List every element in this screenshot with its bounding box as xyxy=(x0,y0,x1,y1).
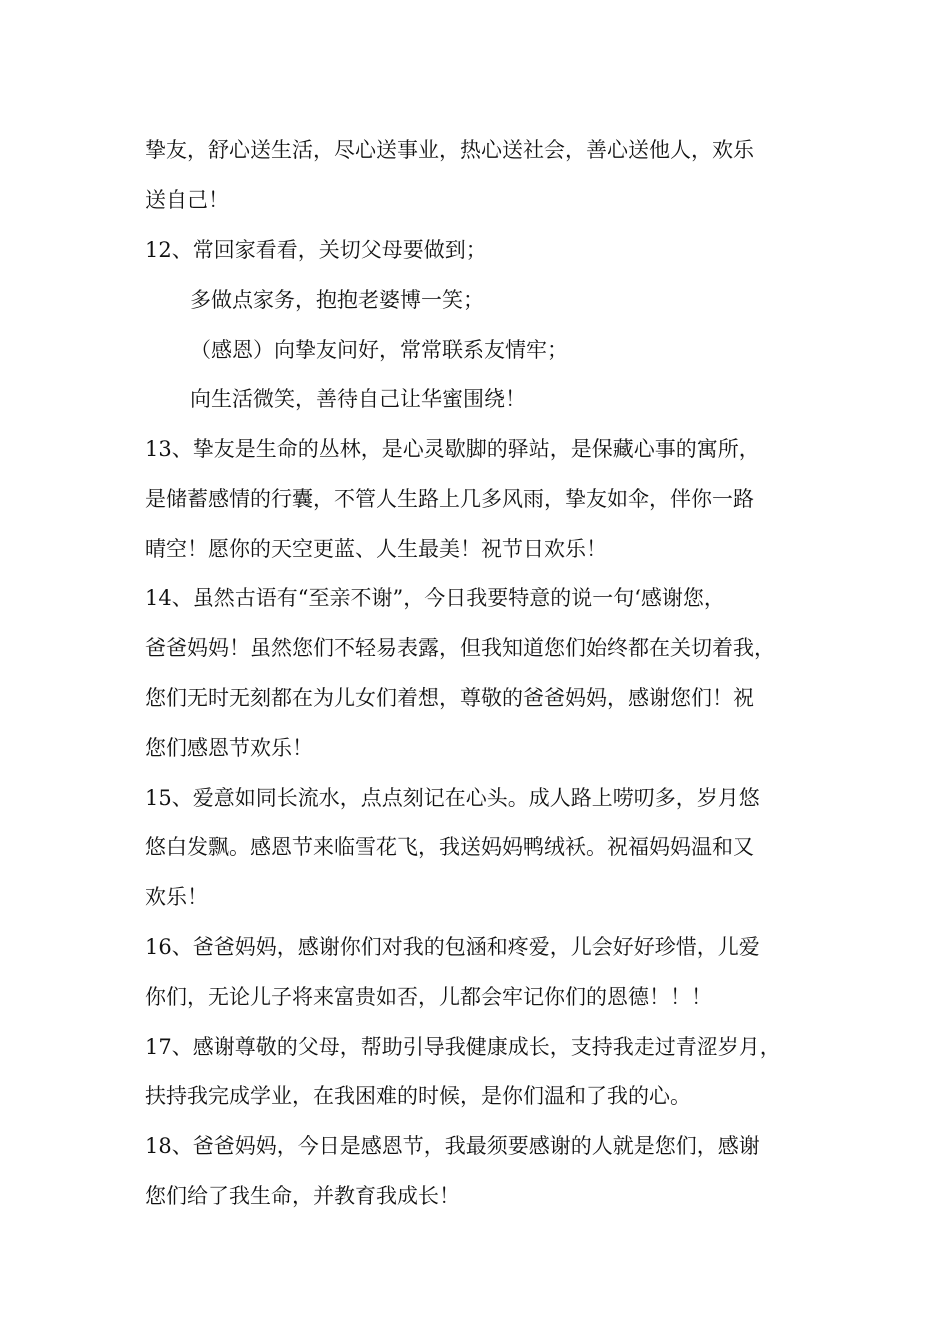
text-line: 挚友，舒心送生活，尽心送事业，热心送社会，善心送他人，欢乐 xyxy=(145,138,754,162)
text-line: 16、爸爸妈妈，感谢你们对我的包涵和疼爱，儿会好好珍惜，儿爱 xyxy=(145,935,760,959)
text-line: 爸爸妈妈！虽然您们不轻易表露，但我知道您们始终都在关切着我， xyxy=(145,636,775,660)
text-line: 晴空！愿你的天空更蓝、人生最美！祝节日欢乐！ xyxy=(145,537,607,561)
text-line: 17、感谢尊敬的父母，帮助引导我健康成长，支持我走过青涩岁月， xyxy=(145,1035,781,1059)
text-line: 12、常回家看看，关切父母要做到； xyxy=(145,238,487,262)
text-line: 您们给了我生命，并教育我成长！ xyxy=(145,1184,460,1208)
text-line: 14、虽然古语有“至亲不谢”，今日我要特意的说一句‘感谢您， xyxy=(145,586,725,610)
text-line: 向生活微笑，善待自己让华蜜围绕！ xyxy=(190,387,526,411)
text-line: 悠白发飘。感恩节来临雪花飞，我送妈妈鸭绒袄。祝福妈妈温和又 xyxy=(145,835,754,859)
text-line: 13、挚友是生命的丛林，是心灵歇脚的驿站，是保藏心事的寓所， xyxy=(145,437,760,461)
text-line: 18、爸爸妈妈，今日是感恩节，我最须要感谢的人就是您们，感谢 xyxy=(145,1134,760,1158)
text-line: 是储蓄感情的行囊，不管人生路上几多风雨，挚友如伞，伴你一路 xyxy=(145,487,754,511)
text-line: 欢乐！ xyxy=(145,885,208,909)
text-line: 您们感恩节欢乐！ xyxy=(145,736,313,760)
text-line: （感恩）向挚友问好，常常联系友情牢； xyxy=(190,338,568,362)
text-line: 扶持我完成学业，在我困难的时候，是你们温和了我的心。 xyxy=(145,1084,691,1108)
text-line: 您们无时无刻都在为儿女们着想，尊敬的爸爸妈妈，感谢您们！祝 xyxy=(145,686,754,710)
text-line: 送自己！ xyxy=(145,188,229,212)
text-line: 多做点家务，抱抱老婆博一笑； xyxy=(190,288,484,312)
text-line: 你们，无论儿子将来富贵如否，儿都会牢记你们的恩德！！！ xyxy=(145,985,712,1009)
text-line: 15、爱意如同长流水，点点刻记在心头。成人路上唠叨多，岁月悠 xyxy=(145,786,760,810)
